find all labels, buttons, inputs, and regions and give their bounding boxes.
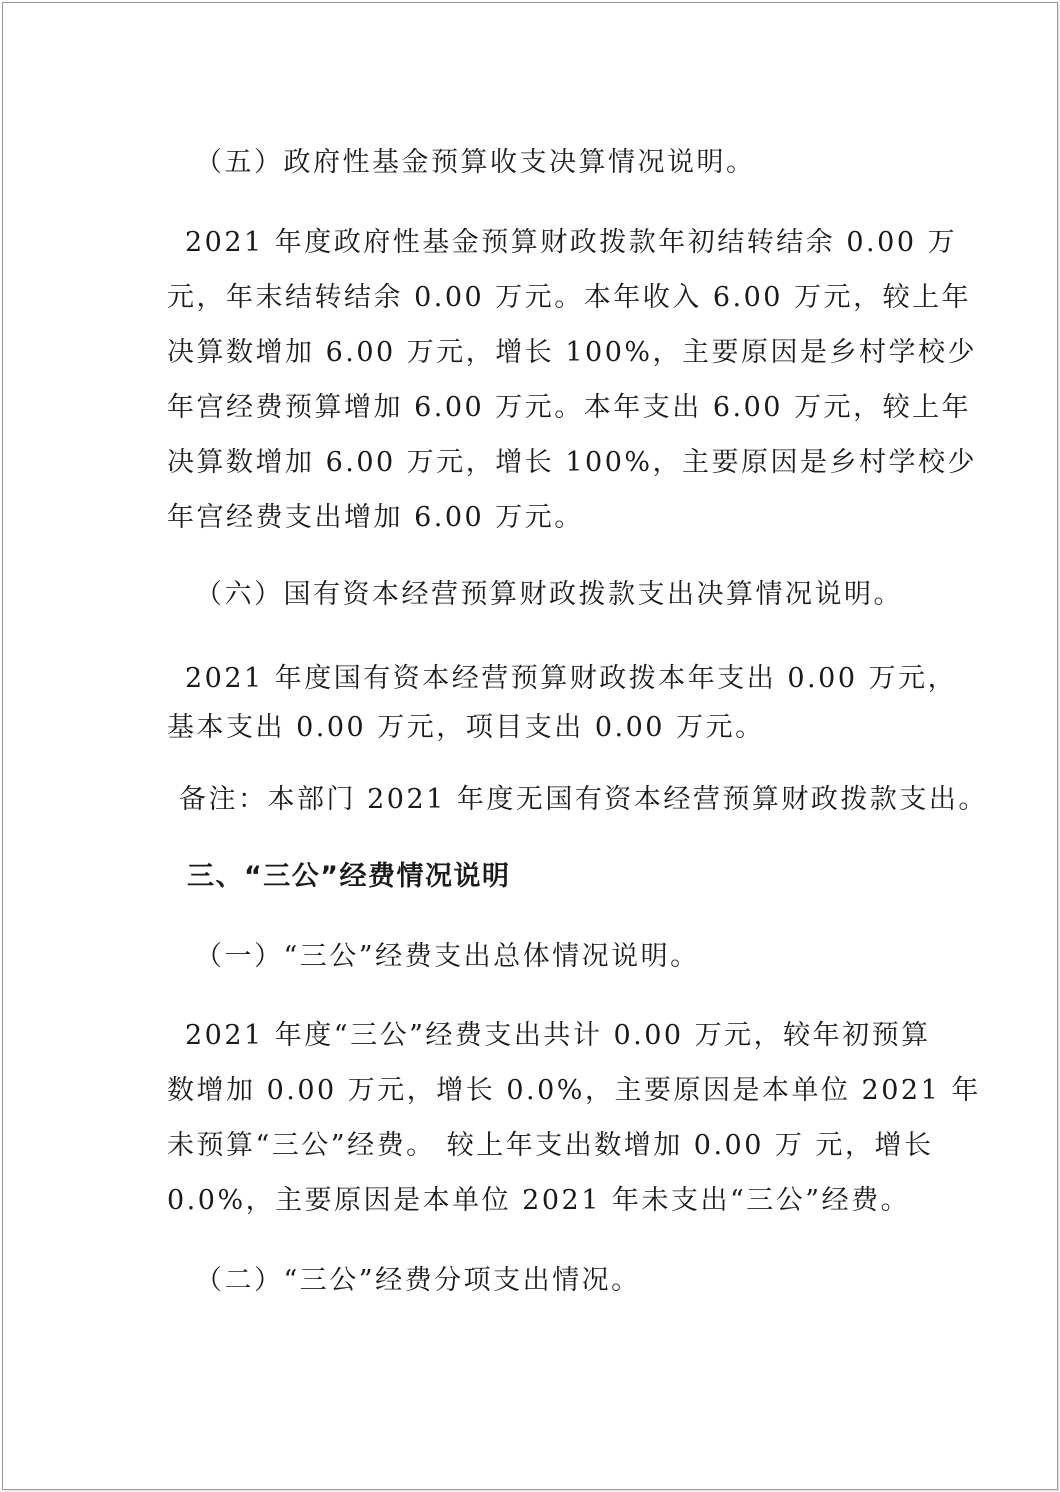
section5-line-1: 2021 年度政府性基金预算财政拨款年初结转结余 0.00 万 bbox=[185, 227, 958, 258]
section5-line-3: 决算数增加 6.00 万元，增长 100%，主要原因是乡村学校少 bbox=[167, 337, 978, 368]
part3-sub1-heading: （一）“三公”经费支出总体情况说明。 bbox=[195, 941, 700, 972]
section5-line-6: 年宫经费支出增加 6.00 万元。 bbox=[167, 502, 584, 533]
part3-heading: 三、“三公”经费情况说明 bbox=[187, 861, 511, 892]
section6-line-2: 基本支出 0.00 万元，项目支出 0.00 万元。 bbox=[167, 712, 765, 743]
section6-note: 备注：本部门 2021 年度无国有资本经营预算财政拨款支出。 bbox=[179, 784, 988, 815]
part3-sub1-line-4: 0.0%，主要原因是本单位 2021 年未支出“三公”经费。 bbox=[167, 1185, 911, 1216]
section5-heading: （五）政府性基金预算收支决算情况说明。 bbox=[195, 147, 756, 178]
part3-sub1-line-2: 数增加 0.00 万元，增长 0.0%，主要原因是本单位 2021 年 bbox=[167, 1075, 981, 1106]
section5-line-4: 年宫经费预算增加 6.00 万元。本年支出 6.00 万元，较上年 bbox=[167, 392, 972, 423]
document-page bbox=[2, 2, 1058, 1490]
section5-line-2: 元，年末结转结余 0.00 万元。本年收入 6.00 万元，较上年 bbox=[167, 282, 972, 313]
part3-sub1-line-3: 未预算“三公”经费。 较上年支出数增加 0.00 万 元，增长 bbox=[167, 1130, 934, 1161]
section5-line-5: 决算数增加 6.00 万元，增长 100%，主要原因是乡村学校少 bbox=[167, 447, 978, 478]
section6-heading: （六）国有资本经营预算财政拨款支出决算情况说明。 bbox=[195, 579, 903, 610]
part3-sub1-line-1: 2021 年度“三公”经费支出共计 0.00 万元，较年初预算 bbox=[185, 1020, 931, 1051]
section6-line-1: 2021 年度国有资本经营预算财政拨本年支出 0.00 万元， bbox=[185, 663, 958, 694]
part3-sub2-heading: （二）“三公”经费分项支出情况。 bbox=[195, 1265, 641, 1296]
